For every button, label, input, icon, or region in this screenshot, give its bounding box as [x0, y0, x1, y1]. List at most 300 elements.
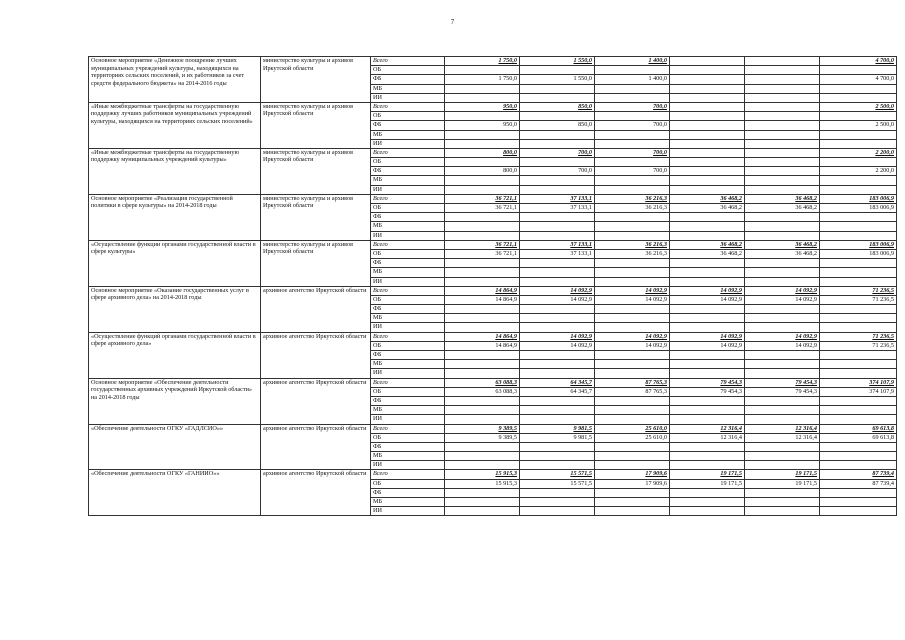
amount-cell	[670, 259, 745, 268]
amount-cell: 25 610,0	[595, 424, 670, 433]
amount-cell: 800,0	[445, 167, 520, 176]
amount-cell	[745, 415, 820, 424]
amount-cell	[670, 305, 745, 314]
amount-cell	[595, 176, 670, 185]
amount-cell	[670, 498, 745, 507]
amount-cell	[445, 415, 520, 424]
amount-cell: 374 107,9	[820, 387, 897, 396]
amount-cell: 63 088,3	[445, 378, 520, 387]
amount-cell: 14 092,9	[595, 286, 670, 295]
amount-cell	[445, 185, 520, 194]
executor-cell: министерство культуры и архивов Иркутской области	[261, 148, 371, 194]
funding-source-cell: ФБ	[371, 167, 445, 176]
amount-cell: 850,0	[520, 121, 595, 130]
activity-name-cell: «Иные межбюджетные трансферты на государственную поддержку муниципальных учреждений культуры»	[89, 148, 261, 194]
amount-cell	[745, 167, 820, 176]
table-row	[89, 424, 897, 433]
amount-cell: 14 092,9	[745, 332, 820, 341]
amount-cell	[670, 461, 745, 470]
funding-source-cell: МБ	[371, 176, 445, 185]
funding-source-cell: ИИ	[371, 369, 445, 378]
amount-cell	[820, 323, 897, 332]
amount-cell	[670, 148, 745, 157]
funding-source-cell: МБ	[371, 406, 445, 415]
amount-cell	[820, 130, 897, 139]
amount-cell	[520, 277, 595, 286]
activity-name-cell: «Обеспечение деятельности ОГКУ «ГАНИИО»»	[89, 470, 261, 516]
amount-cell: 15 915,3	[445, 479, 520, 488]
amount-cell: 87 739,4	[820, 470, 897, 479]
funding-source-cell: ОБ	[371, 112, 445, 121]
funding-source-cell: Всего	[371, 148, 445, 157]
amount-cell	[670, 406, 745, 415]
amount-cell: 14 864,9	[445, 341, 520, 350]
table-row	[89, 378, 897, 387]
amount-cell: 12 316,4	[670, 433, 745, 442]
amount-cell	[595, 213, 670, 222]
amount-cell: 1 550,0	[520, 57, 595, 66]
amount-cell: 71 236,5	[820, 295, 897, 304]
amount-cell: 79 454,3	[670, 378, 745, 387]
amount-cell	[670, 75, 745, 84]
amount-cell	[595, 415, 670, 424]
amount-cell	[445, 396, 520, 405]
amount-cell	[745, 277, 820, 286]
amount-cell	[670, 112, 745, 121]
amount-cell: 36 468,2	[745, 204, 820, 213]
funding-source-cell: ОБ	[371, 479, 445, 488]
funding-source-cell: ОБ	[371, 295, 445, 304]
amount-cell	[820, 222, 897, 231]
amount-cell	[445, 452, 520, 461]
amount-cell: 15 571,5	[520, 479, 595, 488]
amount-cell	[595, 369, 670, 378]
amount-cell	[595, 130, 670, 139]
table-row	[89, 194, 897, 203]
amount-cell	[445, 176, 520, 185]
amount-cell	[445, 488, 520, 497]
amount-cell	[595, 507, 670, 516]
amount-cell: 36 468,2	[670, 204, 745, 213]
amount-cell: 71 236,5	[820, 286, 897, 295]
amount-cell	[820, 185, 897, 194]
amount-cell	[820, 176, 897, 185]
amount-cell: 9 981,5	[520, 433, 595, 442]
amount-cell: 9 981,5	[520, 424, 595, 433]
activity-name-cell: «Обеспечение деятельности ОГКУ «ГАДЛСИО»»	[89, 424, 261, 470]
amount-cell	[520, 259, 595, 268]
amount-cell	[820, 259, 897, 268]
amount-cell	[595, 222, 670, 231]
amount-cell	[670, 84, 745, 93]
amount-cell	[820, 507, 897, 516]
amount-cell	[670, 57, 745, 66]
amount-cell: 17 909,6	[595, 470, 670, 479]
amount-cell	[520, 323, 595, 332]
amount-cell	[820, 415, 897, 424]
amount-cell: 9 389,5	[445, 424, 520, 433]
funding-source-cell: ФБ	[371, 305, 445, 314]
amount-cell	[745, 222, 820, 231]
amount-cell	[520, 498, 595, 507]
amount-cell: 69 613,8	[820, 424, 897, 433]
amount-cell	[595, 488, 670, 497]
amount-cell	[520, 442, 595, 451]
amount-cell	[745, 84, 820, 93]
amount-cell	[445, 222, 520, 231]
amount-cell: 36 216,3	[595, 249, 670, 258]
amount-cell	[670, 277, 745, 286]
amount-cell: 87 739,4	[820, 479, 897, 488]
table-row	[89, 102, 897, 111]
amount-cell: 19 171,5	[670, 470, 745, 479]
amount-cell	[670, 369, 745, 378]
funding-source-cell: Всего	[371, 57, 445, 66]
funding-source-cell: МБ	[371, 452, 445, 461]
amount-cell: 374 107,9	[820, 378, 897, 387]
funding-source-cell: ОБ	[371, 66, 445, 75]
amount-cell	[670, 102, 745, 111]
amount-cell	[445, 277, 520, 286]
funding-source-cell: ОБ	[371, 433, 445, 442]
amount-cell	[595, 277, 670, 286]
amount-cell: 36 468,2	[745, 194, 820, 203]
amount-cell: 15 571,5	[520, 470, 595, 479]
amount-cell	[670, 396, 745, 405]
amount-cell	[820, 498, 897, 507]
amount-cell	[445, 213, 520, 222]
amount-cell: 71 236,5	[820, 332, 897, 341]
amount-cell	[445, 305, 520, 314]
amount-cell	[820, 84, 897, 93]
amount-cell	[445, 130, 520, 139]
funding-source-cell: ОБ	[371, 158, 445, 167]
amount-cell	[745, 351, 820, 360]
amount-cell: 63 088,3	[445, 387, 520, 396]
funding-source-cell: МБ	[371, 84, 445, 93]
amount-cell: 800,0	[445, 148, 520, 157]
amount-cell	[820, 314, 897, 323]
amount-cell	[595, 185, 670, 194]
amount-cell: 19 171,5	[745, 479, 820, 488]
amount-cell: 950,0	[445, 121, 520, 130]
amount-cell	[520, 369, 595, 378]
amount-cell: 25 610,0	[595, 433, 670, 442]
funding-source-cell: Всего	[371, 470, 445, 479]
funding-source-cell: ИИ	[371, 231, 445, 240]
funding-source-cell: ИИ	[371, 185, 445, 194]
amount-cell	[520, 415, 595, 424]
amount-cell	[520, 176, 595, 185]
amount-cell	[670, 231, 745, 240]
amount-cell	[670, 158, 745, 167]
amount-cell: 4 700,0	[820, 57, 897, 66]
executor-cell: министерство культуры и архивов Иркутской области	[261, 102, 371, 148]
amount-cell: 14 092,9	[670, 295, 745, 304]
amount-cell: 14 092,9	[520, 341, 595, 350]
amount-cell	[520, 66, 595, 75]
amount-cell	[445, 314, 520, 323]
amount-cell	[595, 351, 670, 360]
amount-cell: 12 316,4	[745, 424, 820, 433]
amount-cell	[745, 305, 820, 314]
table-row	[89, 470, 897, 479]
amount-cell: 700,0	[520, 148, 595, 157]
amount-cell	[520, 84, 595, 93]
funding-source-cell: ОБ	[371, 341, 445, 350]
amount-cell	[745, 461, 820, 470]
amount-cell: 2 500,0	[820, 121, 897, 130]
amount-cell	[520, 360, 595, 369]
amount-cell: 14 864,9	[445, 332, 520, 341]
amount-cell	[520, 213, 595, 222]
amount-cell: 37 133,1	[520, 249, 595, 258]
amount-cell	[595, 66, 670, 75]
amount-cell	[595, 268, 670, 277]
funding-source-cell: МБ	[371, 360, 445, 369]
amount-cell: 37 133,1	[520, 240, 595, 249]
amount-cell: 14 092,9	[595, 341, 670, 350]
amount-cell: 87 765,3	[595, 378, 670, 387]
funding-source-cell: ИИ	[371, 277, 445, 286]
amount-cell: 36 468,2	[670, 240, 745, 249]
amount-cell: 1 750,0	[445, 75, 520, 84]
funding-source-cell: Всего	[371, 332, 445, 341]
amount-cell: 1 750,0	[445, 57, 520, 66]
amount-cell	[745, 148, 820, 157]
page-number: 7	[450, 18, 455, 26]
amount-cell	[445, 461, 520, 470]
funding-source-cell: ФБ	[371, 121, 445, 130]
amount-cell	[820, 452, 897, 461]
amount-cell: 850,0	[520, 102, 595, 111]
funding-source-cell: ИИ	[371, 507, 445, 516]
amount-cell	[520, 488, 595, 497]
amount-cell	[820, 213, 897, 222]
amount-cell: 12 316,4	[745, 433, 820, 442]
amount-cell	[520, 222, 595, 231]
amount-cell	[820, 406, 897, 415]
amount-cell	[670, 268, 745, 277]
amount-cell: 14 864,9	[445, 295, 520, 304]
amount-cell: 79 454,3	[745, 378, 820, 387]
funding-source-cell: ФБ	[371, 488, 445, 497]
amount-cell: 14 092,9	[745, 341, 820, 350]
amount-cell: 79 454,3	[670, 387, 745, 396]
amount-cell	[670, 488, 745, 497]
amount-cell: 64 345,7	[520, 378, 595, 387]
amount-cell	[445, 406, 520, 415]
amount-cell	[520, 93, 595, 102]
amount-cell: 14 092,9	[595, 295, 670, 304]
amount-cell	[820, 268, 897, 277]
amount-cell	[670, 167, 745, 176]
funding-source-cell: ОБ	[371, 249, 445, 258]
funding-source-cell: ИИ	[371, 139, 445, 148]
amount-cell: 37 133,1	[520, 194, 595, 203]
amount-cell	[745, 112, 820, 121]
amount-cell: 36 216,3	[595, 194, 670, 203]
funding-source-cell: Всего	[371, 102, 445, 111]
amount-cell: 2 500,0	[820, 102, 897, 111]
amount-cell: 36 721,1	[445, 249, 520, 258]
amount-cell	[820, 277, 897, 286]
amount-cell	[670, 360, 745, 369]
activity-name-cell: Основное мероприятие «Обеспечение деятельности государственных архивных учреждений Иркутской области» на 2014-2018 годы	[89, 378, 261, 424]
table-body	[89, 57, 897, 516]
amount-cell: 700,0	[595, 148, 670, 157]
table-row	[89, 148, 897, 157]
table-row	[89, 57, 897, 66]
amount-cell: 14 092,9	[520, 286, 595, 295]
funding-source-cell: МБ	[371, 314, 445, 323]
amount-cell: 87 765,3	[595, 387, 670, 396]
amount-cell	[595, 442, 670, 451]
amount-cell	[820, 351, 897, 360]
amount-cell	[670, 176, 745, 185]
amount-cell	[670, 213, 745, 222]
amount-cell	[520, 158, 595, 167]
amount-cell	[595, 461, 670, 470]
amount-cell	[595, 360, 670, 369]
amount-cell: 4 700,0	[820, 75, 897, 84]
amount-cell: 19 171,5	[745, 470, 820, 479]
funding-source-cell: Всего	[371, 240, 445, 249]
amount-cell: 36 721,1	[445, 194, 520, 203]
amount-cell	[820, 305, 897, 314]
amount-cell	[595, 139, 670, 148]
amount-cell	[670, 66, 745, 75]
executor-cell: архивное агентство Иркутской области	[261, 378, 371, 424]
executor-cell: архивное агентство Иркутской области	[261, 470, 371, 516]
amount-cell	[820, 139, 897, 148]
amount-cell	[745, 396, 820, 405]
amount-cell	[670, 323, 745, 332]
amount-cell	[445, 360, 520, 369]
amount-cell	[445, 323, 520, 332]
activity-name-cell: «Осуществление функций органами государственной власти в сфере архивного дела»	[89, 332, 261, 378]
amount-cell	[445, 442, 520, 451]
amount-cell	[445, 93, 520, 102]
amount-cell	[445, 112, 520, 121]
amount-cell	[745, 139, 820, 148]
amount-cell	[745, 442, 820, 451]
funding-source-cell: Всего	[371, 378, 445, 387]
activity-name-cell: Основное мероприятие «Денежное поощрение лучших муниципальных учреждений культуры, находящихся на территориях сельских поселений, и их работников за счет средств федерального бюджета» на 2014-2016 годы	[89, 57, 261, 103]
executor-cell: министерство культуры и архивов Иркутской области	[261, 57, 371, 103]
amount-cell	[445, 498, 520, 507]
amount-cell	[745, 231, 820, 240]
funding-source-cell: ФБ	[371, 75, 445, 84]
amount-cell: 700,0	[595, 121, 670, 130]
funding-source-cell: Всего	[371, 424, 445, 433]
amount-cell	[520, 139, 595, 148]
amount-cell	[445, 139, 520, 148]
amount-cell	[520, 112, 595, 121]
amount-cell: 14 092,9	[520, 295, 595, 304]
amount-cell	[745, 130, 820, 139]
amount-cell: 14 092,9	[670, 332, 745, 341]
executor-cell: министерство культуры и архивов Иркутской области	[261, 240, 371, 286]
amount-cell	[595, 305, 670, 314]
amount-cell	[745, 93, 820, 102]
amount-cell: 183 006,9	[820, 204, 897, 213]
amount-cell	[670, 93, 745, 102]
amount-cell	[820, 66, 897, 75]
amount-cell: 36 216,3	[595, 204, 670, 213]
amount-cell: 36 468,2	[670, 249, 745, 258]
amount-cell: 69 613,8	[820, 433, 897, 442]
amount-cell: 1 400,0	[595, 57, 670, 66]
funding-source-cell: ФБ	[371, 442, 445, 451]
amount-cell	[595, 93, 670, 102]
amount-cell	[445, 369, 520, 378]
executor-cell: архивное агентство Иркутской области	[261, 332, 371, 378]
amount-cell	[745, 488, 820, 497]
activity-name-cell: Основное мероприятие «Реализация государственной политики в сфере культуры» на 2014-2018 годы	[89, 194, 261, 240]
amount-cell	[745, 507, 820, 516]
funding-source-cell: ИИ	[371, 93, 445, 102]
amount-cell: 700,0	[595, 167, 670, 176]
amount-cell	[445, 259, 520, 268]
amount-cell	[745, 75, 820, 84]
amount-cell	[445, 84, 520, 93]
amount-cell	[745, 452, 820, 461]
activity-name-cell: «Осуществление функции органами государственной власти в сфере культуры»	[89, 240, 261, 286]
executor-cell: архивное агентство Иркутской области	[261, 424, 371, 470]
amount-cell	[670, 442, 745, 451]
amount-cell	[595, 84, 670, 93]
amount-cell: 700,0	[595, 102, 670, 111]
amount-cell: 19 171,5	[670, 479, 745, 488]
amount-cell: 64 345,7	[520, 387, 595, 396]
amount-cell	[820, 369, 897, 378]
amount-cell	[595, 112, 670, 121]
amount-cell	[520, 396, 595, 405]
amount-cell	[820, 360, 897, 369]
amount-cell	[445, 66, 520, 75]
amount-cell: 950,0	[445, 102, 520, 111]
activity-name-cell: Основное мероприятие «Оказание государственных услуг в сфере архивного дела» на 2014-2018 годы	[89, 286, 261, 332]
amount-cell	[520, 268, 595, 277]
amount-cell: 17 909,6	[595, 479, 670, 488]
amount-cell	[595, 314, 670, 323]
amount-cell: 37 133,1	[520, 204, 595, 213]
funding-source-cell: ИИ	[371, 415, 445, 424]
amount-cell	[745, 57, 820, 66]
amount-cell	[520, 130, 595, 139]
amount-cell	[745, 102, 820, 111]
amount-cell	[745, 259, 820, 268]
amount-cell	[670, 222, 745, 231]
amount-cell	[820, 461, 897, 470]
amount-cell: 14 092,9	[670, 286, 745, 295]
amount-cell	[595, 452, 670, 461]
amount-cell	[595, 406, 670, 415]
funding-source-cell: ИИ	[371, 461, 445, 470]
amount-cell	[520, 461, 595, 470]
amount-cell	[745, 185, 820, 194]
amount-cell	[520, 231, 595, 240]
amount-cell: 183 006,9	[820, 240, 897, 249]
amount-cell	[745, 360, 820, 369]
funding-source-cell: МБ	[371, 268, 445, 277]
amount-cell: 36 468,2	[745, 249, 820, 258]
amount-cell	[670, 415, 745, 424]
amount-cell: 2 200,0	[820, 167, 897, 176]
amount-cell: 2 200,0	[820, 148, 897, 157]
amount-cell	[670, 452, 745, 461]
